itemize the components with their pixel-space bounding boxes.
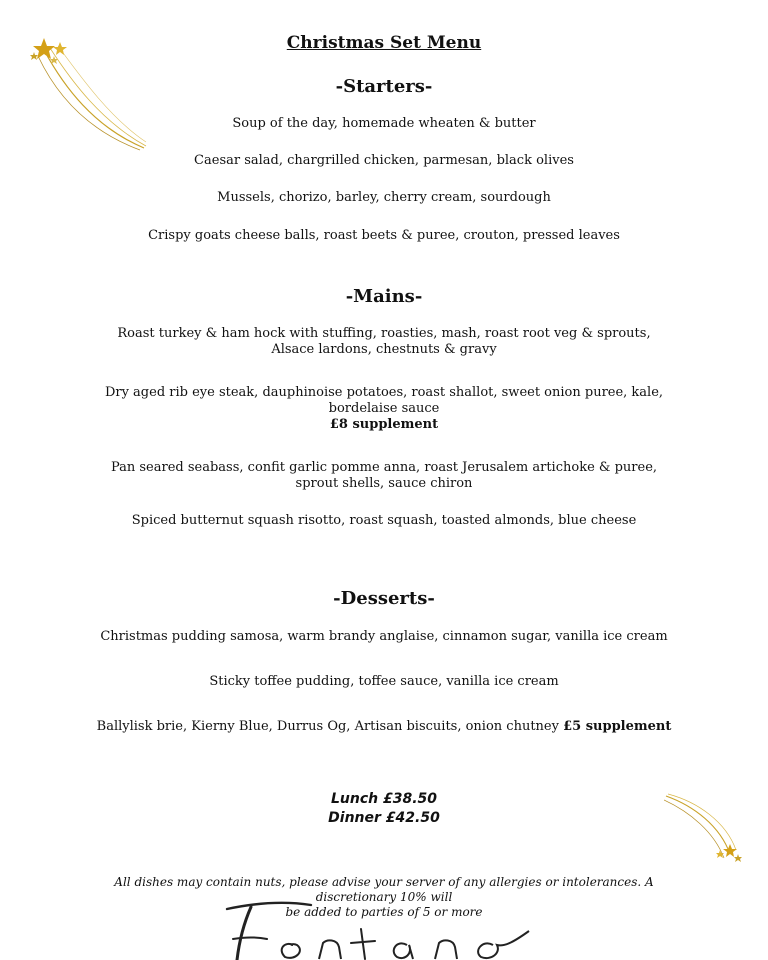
main-item-1-line1: Roast turkey & ham hock with stuffing, roasties, mash, roast root veg & sprouts,	[117, 326, 651, 341]
main-item-2-supplement: £8 supplement	[329, 417, 439, 432]
main-item-2-line1: Dry aged rib eye steak, dauphinoise potatoes, roast shallot, sweet onion puree, kale,	[104, 385, 664, 400]
dessert-item-1: Christmas pudding samosa, warm brandy anglaise, cinnamon sugar, vanilla ice cream	[100, 629, 668, 644]
desserts-heading: -Desserts-	[333, 588, 435, 609]
main-item-3-line2: sprout shells, sauce chiron	[295, 476, 473, 491]
starters-heading: -Starters-	[335, 76, 433, 97]
dessert-item-3-supplement: £5 supplement	[563, 719, 672, 734]
mains-heading: -Mains-	[345, 286, 423, 307]
main-item-4: Spiced butternut squash risotto, roast squash, toasted almonds, blue cheese	[131, 513, 637, 528]
main-item-1-line2: Alsace lardons, chestnuts & gravy	[271, 342, 497, 357]
starter-item-4: Crispy goats cheese balls, roast beets & puree, crouton, pressed leaves	[148, 228, 620, 243]
main-item-3-line1: Pan seared seabass, confit garlic pomme anna, roast Jerusalem artichoke & puree,	[110, 460, 658, 475]
disclaimer-line2: be added to parties of 5 or more	[285, 905, 483, 919]
prices	[0, 790, 768, 828]
starter-item-3: Mussels, chorizo, barley, cherry cream, sourdough	[217, 190, 551, 205]
dessert-item-3	[0, 719, 768, 735]
starter-item-2: Caesar salad, chargrilled chicken, parmesan, black olives	[194, 153, 574, 168]
main-item-1	[0, 326, 768, 358]
shooting-star-icon	[664, 792, 748, 864]
disclaimer-line1: All dishes may contain nuts, please advise your server of any allergies or intolerances. A discretionary 10% will	[114, 875, 654, 904]
dessert-item-2: Sticky toffee pudding, toffee sauce, vanilla ice cream	[209, 674, 559, 689]
main-item-2-line2: bordelaise sauce	[328, 401, 440, 416]
main-item-3	[0, 460, 768, 492]
menu-title: Christmas Set Menu	[286, 33, 482, 53]
starter-item-1: Soup of the day, homemade wheaten & butter	[232, 116, 536, 131]
dessert-item-3-text: Ballylisk brie, Kierny Blue, Durrus Og, Artisan biscuits, onion chutney	[96, 719, 564, 734]
main-item-2	[0, 385, 768, 433]
fontana-logo	[215, 895, 535, 960]
dinner-price: Dinner £42.50	[328, 810, 440, 826]
lunch-price: Lunch £38.50	[330, 791, 438, 807]
